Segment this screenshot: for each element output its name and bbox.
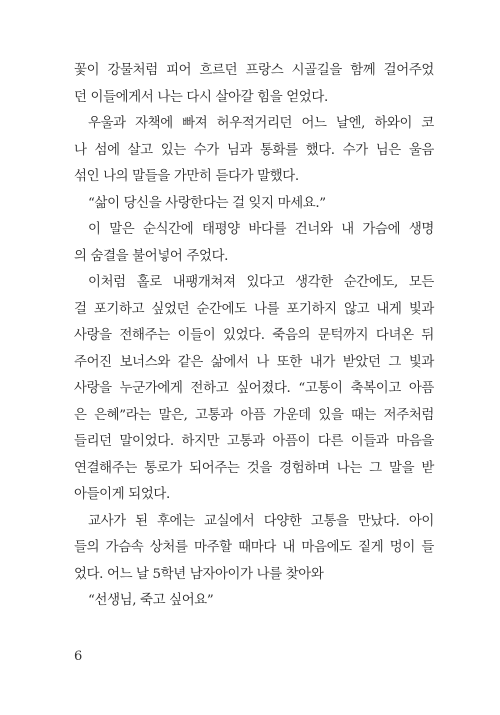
text-line: 사랑을 전해주는 이들이 있었다. 죽음의 문턱까지 다녀온 뒤	[74, 328, 434, 343]
text-line: “삶이 당신을 사랑한다는 걸 잊지 마세요.”	[88, 195, 326, 211]
page-number: 6	[74, 649, 83, 664]
body-text	[74, 58, 434, 615]
text-line: 의 숨결을 불어넣어 주었다.	[74, 248, 229, 264]
text-line: 연결해주는 통로가 되어주는 것을 경험하며 나는 그 말을 받	[74, 460, 434, 476]
text-line: 던 이들에게서 나는 다시 살아갈 힘을 얻었다.	[74, 89, 328, 105]
text-line: 었다. 어느 날 5학년 남자아이가 나를 찾아와	[74, 566, 324, 582]
text-line: 꽃이 강물처럼 피어 흐르던 프랑스 시골길을 함께 걸어주었	[74, 63, 434, 78]
text-line: 이 말은 순식간에 태평양 바다를 건너와 내 가슴에 생명	[88, 222, 434, 237]
text-line: “선생님, 죽고 싶어요”	[88, 593, 214, 608]
text-line: 우울과 자책에 빠져 허우적거리던 어느 날엔, 하와이 코	[88, 116, 434, 131]
text-line: 교사가 된 후에는 교실에서 다양한 고통을 만났다. 아이	[88, 513, 434, 529]
text-line: 걸 포기하고 싶었던 순간에도 나를 포기하지 않고 내게 빛과	[74, 301, 434, 317]
text-line: 나 섬에 살고 있는 수가 님과 통화를 했다. 수가 님은 울음	[74, 142, 434, 158]
text-line: 주어진 보너스와 같은 삶에서 나 또한 내가 받았던 그 빛과	[74, 354, 434, 370]
text-line: 이처럼 홀로 내팽개쳐져 있다고 생각한 순간에도, 모든	[88, 275, 434, 290]
text-line: 아들이게 되었다.	[74, 487, 170, 502]
text-line: 들의 가슴속 상처를 마주할 때마다 내 마음에도 짙게 멍이 들	[74, 540, 434, 555]
text-line: 섞인 나의 말들을 가만히 듣다가 말했다.	[74, 169, 299, 184]
text-line: 은 은혜”라는 말은, 고통과 아픔 가운데 있을 때는 저주처럼	[74, 407, 434, 423]
text-line: 들리던 말이었다. 하지만 고통과 아픔이 다른 이들과 마음을	[74, 434, 434, 449]
text-line: 사랑을 누군가에게 전하고 싶어졌다. “고통이 축복이고 아픔	[74, 381, 434, 396]
